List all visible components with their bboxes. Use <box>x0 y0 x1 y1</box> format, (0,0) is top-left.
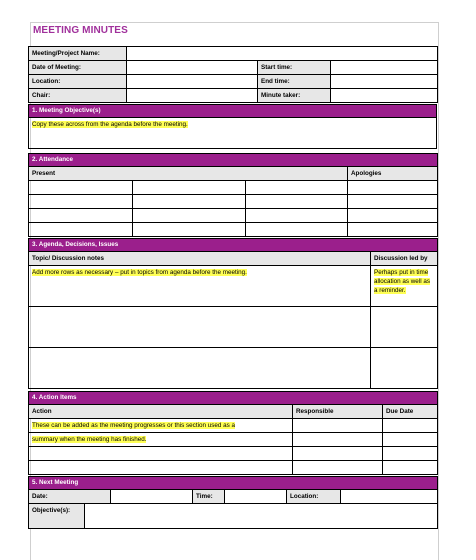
chair-label: Chair: <box>29 89 127 103</box>
attendance-cell[interactable] <box>133 209 246 223</box>
action-cell[interactable] <box>29 447 293 461</box>
start-time-field[interactable] <box>331 61 438 75</box>
attendance-cell[interactable] <box>133 195 246 209</box>
due-date-cell[interactable] <box>383 461 438 475</box>
attendance-cell[interactable] <box>348 195 438 209</box>
discussion-led-note: Perhaps put in time allocation as well as a reminder. <box>374 269 431 294</box>
end-time-field[interactable] <box>331 75 438 89</box>
date-field[interactable] <box>127 61 258 75</box>
due-date-header: Due Date <box>383 405 438 419</box>
topic-cell[interactable] <box>29 266 371 307</box>
next-date-label: Date: <box>29 490 111 504</box>
action-items-table <box>28 391 438 475</box>
objectives-table <box>28 104 437 149</box>
objectives-field[interactable] <box>29 118 437 149</box>
apologies-header: Apologies <box>348 167 438 181</box>
discussion-led-cell[interactable] <box>371 348 438 389</box>
location-label: Location: <box>29 75 127 89</box>
action-cell[interactable] <box>29 461 293 475</box>
next-meeting-table <box>28 476 438 529</box>
start-time-label: Start time: <box>258 61 331 75</box>
responsible-cell[interactable] <box>293 419 383 433</box>
document-title: MEETING MINUTES <box>33 25 128 36</box>
meeting-project-label: Meeting/Project Name: <box>29 47 127 61</box>
chair-field[interactable] <box>127 89 258 103</box>
present-header: Present <box>29 167 348 181</box>
responsible-cell[interactable] <box>293 461 383 475</box>
next-time-field[interactable] <box>225 490 287 504</box>
action-items-section-header: 4. Action Items <box>29 392 438 405</box>
attendance-cell[interactable] <box>246 195 348 209</box>
due-date-cell[interactable] <box>383 419 438 433</box>
location-field[interactable] <box>127 75 258 89</box>
date-label: Date of Meeting: <box>29 61 127 75</box>
responsible-cell[interactable] <box>293 433 383 447</box>
next-location-field[interactable] <box>341 490 438 504</box>
attendance-cell[interactable] <box>29 195 133 209</box>
attendance-cell[interactable] <box>29 181 133 195</box>
minute-taker-label: Minute taker: <box>258 89 331 103</box>
next-meeting-section-header: 5. Next Meeting <box>29 477 438 490</box>
minute-taker-field[interactable] <box>331 89 438 103</box>
attendance-cell[interactable] <box>348 209 438 223</box>
due-date-cell[interactable] <box>383 447 438 461</box>
discussion-led-cell[interactable] <box>371 307 438 348</box>
action-cell[interactable] <box>29 433 293 447</box>
attendance-table <box>28 153 438 237</box>
next-date-field[interactable] <box>111 490 193 504</box>
agenda-table <box>28 238 438 389</box>
attendance-cell[interactable] <box>246 181 348 195</box>
attendance-cell[interactable] <box>348 223 438 237</box>
next-time-label: Time: <box>193 490 225 504</box>
header-fields-table <box>28 46 438 103</box>
objectives-note: Copy these across from the agenda before the meeting. <box>32 121 188 128</box>
action-cell[interactable] <box>29 419 293 433</box>
attendance-cell[interactable] <box>29 209 133 223</box>
action-note-line2: summary when the meeting has finished. <box>32 436 147 443</box>
end-time-label: End time: <box>258 75 331 89</box>
topic-note: Add more rows as necessary – put in topics from agenda before the meeting. <box>32 269 247 276</box>
attendance-cell[interactable] <box>133 223 246 237</box>
action-header: Action <box>29 405 293 419</box>
discussion-led-cell[interactable] <box>371 266 438 307</box>
action-note-line1: These can be added as the meeting progresses or this section used as a <box>32 422 236 429</box>
next-location-label: Location: <box>287 490 341 504</box>
attendance-cell[interactable] <box>246 209 348 223</box>
topic-header: Topic/ Discussion notes <box>29 252 371 266</box>
attendance-section-header: 2. Attendance <box>29 154 438 167</box>
next-objectives-field[interactable] <box>85 504 438 529</box>
discussion-led-header: Discussion led by <box>371 252 438 266</box>
topic-cell[interactable] <box>29 307 371 348</box>
meeting-project-field[interactable] <box>127 47 438 61</box>
agenda-section-header: 3. Agenda, Decisions, Issues <box>29 239 438 252</box>
responsible-cell[interactable] <box>293 447 383 461</box>
topic-cell[interactable] <box>29 348 371 389</box>
attendance-cell[interactable] <box>348 181 438 195</box>
attendance-cell[interactable] <box>246 223 348 237</box>
attendance-cell[interactable] <box>29 223 133 237</box>
due-date-cell[interactable] <box>383 433 438 447</box>
next-objectives-label: Objective(s): <box>29 504 85 529</box>
attendance-cell[interactable] <box>133 181 246 195</box>
responsible-header: Responsible <box>293 405 383 419</box>
objectives-section-header: 1. Meeting Objective(s) <box>29 105 437 118</box>
